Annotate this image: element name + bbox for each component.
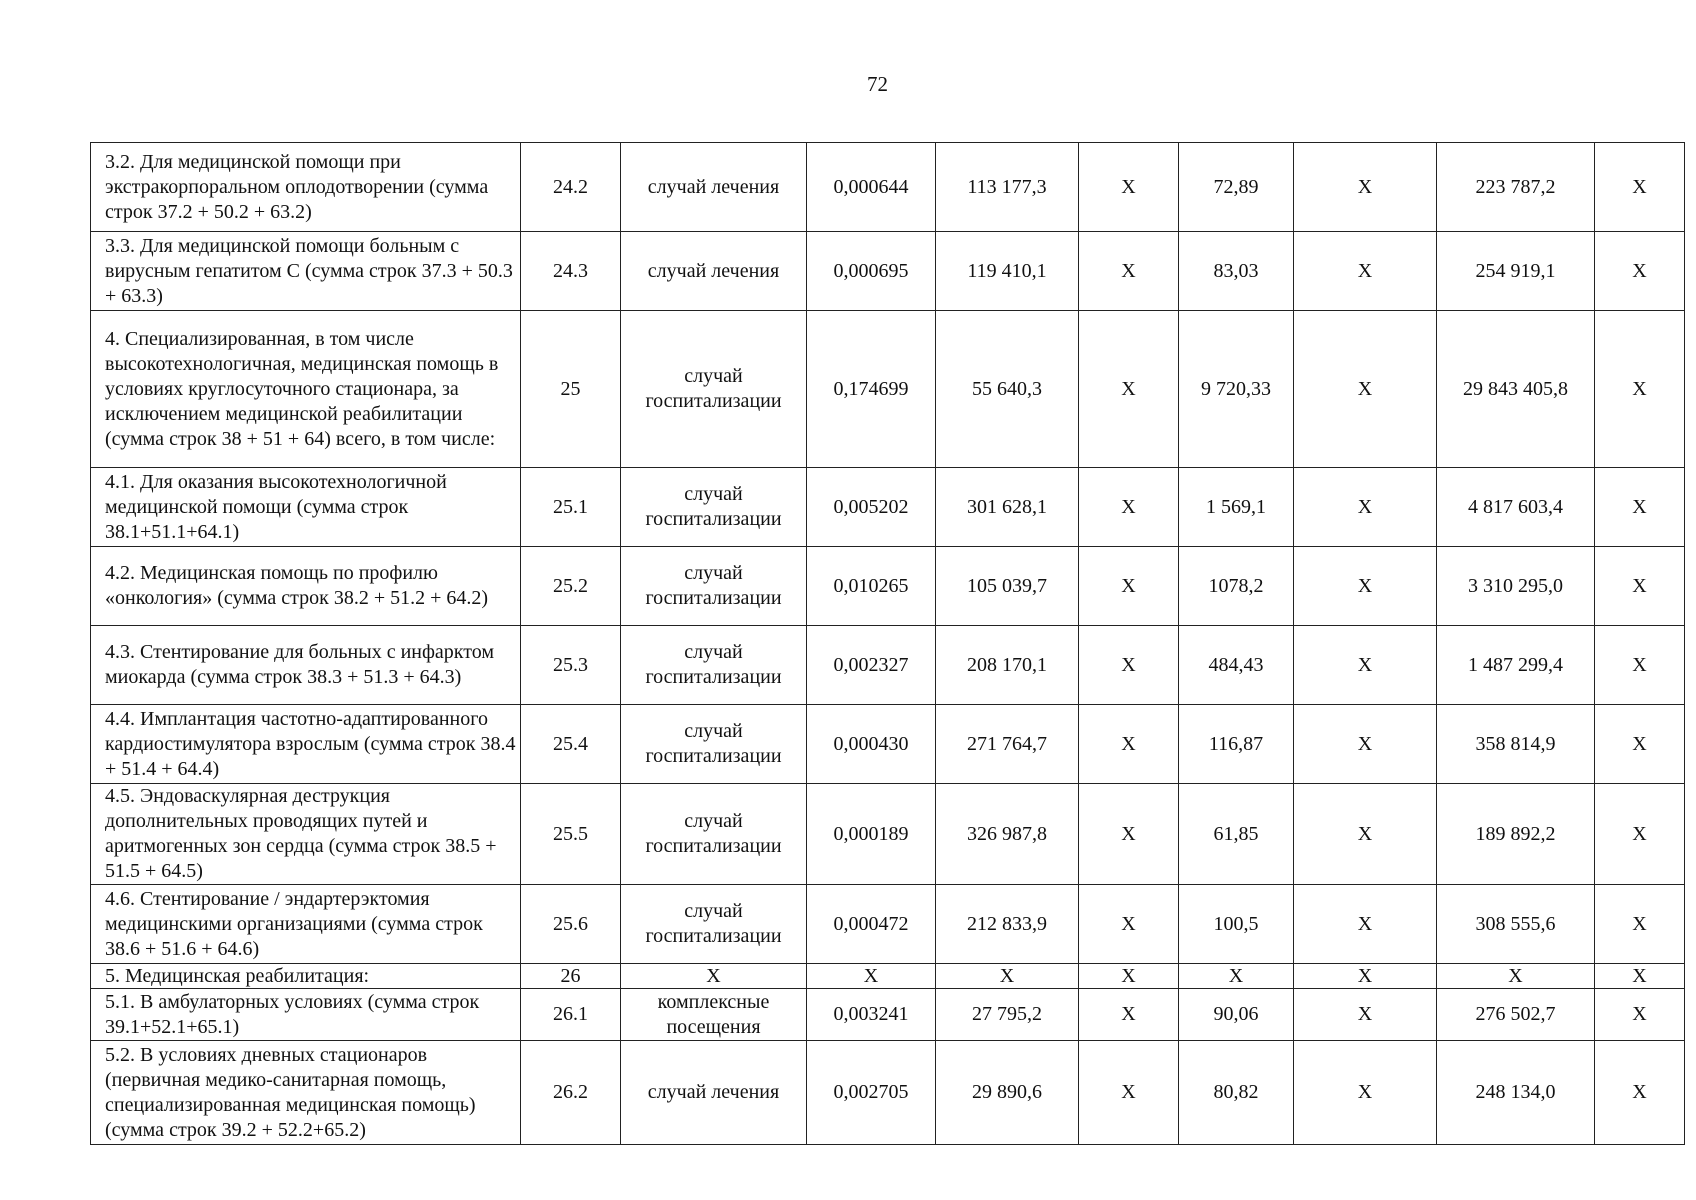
x-cell: Х xyxy=(1595,232,1685,311)
total-cell: 1 487 299,4 xyxy=(1437,626,1595,705)
amount-cell: Х xyxy=(1179,964,1294,989)
x-cell: Х xyxy=(1595,547,1685,626)
unit-cell: случай лечения xyxy=(621,232,807,311)
x-cell: Х xyxy=(1294,311,1437,468)
name-cell: 4.4. Имплантация частотно-адаптированного кардиостимулятора взрослым (сумма строк 38.4 + 51.4 + 64.4) xyxy=(91,705,521,784)
x-cell: Х xyxy=(1294,547,1437,626)
x-cell: Х xyxy=(1294,143,1437,232)
unit-cell: случай госпитализации xyxy=(621,626,807,705)
volume-cell: 0,010265 xyxy=(807,547,936,626)
table-row xyxy=(91,784,1685,885)
volume-cell: 0,002327 xyxy=(807,626,936,705)
name-cell: 5.2. В условиях дневных стационаров (первичная медико-санитарная помощь, специализированная медицинская помощь) (сумма строк 39.2 + 52.2+65.2) xyxy=(91,1041,521,1145)
row-number-cell: 25.4 xyxy=(521,705,621,784)
x-cell: Х xyxy=(1294,705,1437,784)
cost-cell: 301 628,1 xyxy=(936,468,1079,547)
x-cell: Х xyxy=(1294,468,1437,547)
x-cell: Х xyxy=(1595,626,1685,705)
x-cell: Х xyxy=(1079,143,1179,232)
x-cell: Х xyxy=(1079,1041,1179,1145)
x-cell: Х xyxy=(1079,705,1179,784)
amount-cell: 100,5 xyxy=(1179,885,1294,964)
amount-cell: 83,03 xyxy=(1179,232,1294,311)
total-cell: Х xyxy=(1437,964,1595,989)
x-cell: Х xyxy=(1294,964,1437,989)
unit-cell: случай госпитализации xyxy=(621,547,807,626)
table-row xyxy=(91,143,1685,232)
cost-cell: 27 795,2 xyxy=(936,989,1079,1041)
row-number-cell: 26.1 xyxy=(521,989,621,1041)
x-cell: Х xyxy=(1595,143,1685,232)
x-cell: Х xyxy=(1294,885,1437,964)
unit-cell: случай лечения xyxy=(621,1041,807,1145)
volume-cell: 0,000472 xyxy=(807,885,936,964)
unit-cell: случай госпитализации xyxy=(621,468,807,547)
table-row xyxy=(91,964,1685,989)
x-cell: Х xyxy=(1595,885,1685,964)
amount-cell: 1 569,1 xyxy=(1179,468,1294,547)
amount-cell: 484,43 xyxy=(1179,626,1294,705)
table-row xyxy=(91,232,1685,311)
row-number-cell: 25.1 xyxy=(521,468,621,547)
page-number: 72 xyxy=(867,72,888,96)
total-cell: 189 892,2 xyxy=(1437,784,1595,885)
name-cell: 4.2. Медицинская помощь по профилю «онкология» (сумма строк 38.2 + 51.2 + 64.2) xyxy=(91,547,521,626)
row-number-cell: 26 xyxy=(521,964,621,989)
x-cell: Х xyxy=(1595,784,1685,885)
x-cell: Х xyxy=(1595,705,1685,784)
table-row xyxy=(91,1041,1685,1145)
amount-cell: 90,06 xyxy=(1179,989,1294,1041)
unit-cell: случай лечения xyxy=(621,143,807,232)
x-cell: Х xyxy=(1595,989,1685,1041)
unit-cell: случай госпитализации xyxy=(621,784,807,885)
name-cell: 4.1. Для оказания высокотехнологичной медицинской помощи (сумма строк 38.1+51.1+64.1) xyxy=(91,468,521,547)
table-row xyxy=(91,311,1685,468)
table-row xyxy=(91,989,1685,1041)
volume-cell: 0,174699 xyxy=(807,311,936,468)
x-cell: Х xyxy=(1595,964,1685,989)
cost-cell: 119 410,1 xyxy=(936,232,1079,311)
amount-cell: 1078,2 xyxy=(1179,547,1294,626)
x-cell: Х xyxy=(1079,232,1179,311)
unit-cell: случай госпитализации xyxy=(621,311,807,468)
row-number-cell: 24.2 xyxy=(521,143,621,232)
x-cell: Х xyxy=(1294,232,1437,311)
total-cell: 254 919,1 xyxy=(1437,232,1595,311)
amount-cell: 116,87 xyxy=(1179,705,1294,784)
volume-cell: 0,000430 xyxy=(807,705,936,784)
x-cell: Х xyxy=(1595,1041,1685,1145)
name-cell: 5.1. В амбулаторных условиях (сумма строк 39.1+52.1+65.1) xyxy=(91,989,521,1041)
name-cell: 4.3. Стентирование для больных с инфарктом миокарда (сумма строк 38.3 + 51.3 + 64.3) xyxy=(91,626,521,705)
financing-table xyxy=(90,142,1685,1145)
x-cell: Х xyxy=(1079,311,1179,468)
unit-cell: Х xyxy=(621,964,807,989)
x-cell: Х xyxy=(1079,468,1179,547)
x-cell: Х xyxy=(1294,626,1437,705)
name-cell: 3.2. Для медицинской помощи при экстракорпоральном оплодотворении (сумма строк 37.2 + 50.2 + 63.2) xyxy=(91,143,521,232)
row-number-cell: 24.3 xyxy=(521,232,621,311)
name-cell: 3.3. Для медицинской помощи больным с вирусным гепатитом С (сумма строк 37.3 + 50.3 + 63.3) xyxy=(91,232,521,311)
x-cell: Х xyxy=(1079,964,1179,989)
unit-cell: случай госпитализации xyxy=(621,885,807,964)
cost-cell: 208 170,1 xyxy=(936,626,1079,705)
volume-cell: 0,000695 xyxy=(807,232,936,311)
amount-cell: 61,85 xyxy=(1179,784,1294,885)
table-row xyxy=(91,468,1685,547)
x-cell: Х xyxy=(1079,885,1179,964)
name-cell: 4.5. Эндоваскулярная деструкция дополнительных проводящих путей и аритмогенных зон сердца (сумма строк 38.5 + 51.5 + 64.5) xyxy=(91,784,521,885)
volume-cell: 0,005202 xyxy=(807,468,936,547)
volume-cell: 0,003241 xyxy=(807,989,936,1041)
x-cell: Х xyxy=(1079,626,1179,705)
cost-cell: 113 177,3 xyxy=(936,143,1079,232)
volume-cell: 0,002705 xyxy=(807,1041,936,1145)
cost-cell: 105 039,7 xyxy=(936,547,1079,626)
x-cell: Х xyxy=(1294,1041,1437,1145)
x-cell: Х xyxy=(1079,547,1179,626)
row-number-cell: 26.2 xyxy=(521,1041,621,1145)
x-cell: Х xyxy=(1079,784,1179,885)
x-cell: Х xyxy=(1595,311,1685,468)
row-number-cell: 25 xyxy=(521,311,621,468)
cost-cell: 29 890,6 xyxy=(936,1041,1079,1145)
name-cell: 5. Медицинская реабилитация: xyxy=(91,964,521,989)
table-row xyxy=(91,547,1685,626)
total-cell: 308 555,6 xyxy=(1437,885,1595,964)
x-cell: Х xyxy=(1294,784,1437,885)
name-cell: 4. Специализированная, в том числе высокотехнологичная, медицинская помощь в условиях круглосуточного стационара, за исключением медицинской реабилитации (сумма строк 38 + 51 + 64) всего, в том числе: xyxy=(91,311,521,468)
x-cell: Х xyxy=(1595,468,1685,547)
cost-cell: 271 764,7 xyxy=(936,705,1079,784)
total-cell: 3 310 295,0 xyxy=(1437,547,1595,626)
cost-cell: 326 987,8 xyxy=(936,784,1079,885)
row-number-cell: 25.2 xyxy=(521,547,621,626)
total-cell: 4 817 603,4 xyxy=(1437,468,1595,547)
amount-cell: 72,89 xyxy=(1179,143,1294,232)
table-row xyxy=(91,885,1685,964)
total-cell: 248 134,0 xyxy=(1437,1041,1595,1145)
volume-cell: 0,000189 xyxy=(807,784,936,885)
row-number-cell: 25.3 xyxy=(521,626,621,705)
cost-cell: Х xyxy=(936,964,1079,989)
amount-cell: 80,82 xyxy=(1179,1041,1294,1145)
total-cell: 276 502,7 xyxy=(1437,989,1595,1041)
total-cell: 223 787,2 xyxy=(1437,143,1595,232)
row-number-cell: 25.5 xyxy=(521,784,621,885)
cost-cell: 212 833,9 xyxy=(936,885,1079,964)
table-row xyxy=(91,705,1685,784)
total-cell: 358 814,9 xyxy=(1437,705,1595,784)
row-number-cell: 25.6 xyxy=(521,885,621,964)
volume-cell: Х xyxy=(807,964,936,989)
x-cell: Х xyxy=(1079,989,1179,1041)
volume-cell: 0,000644 xyxy=(807,143,936,232)
unit-cell: случай госпитализации xyxy=(621,705,807,784)
unit-cell: комплексные посещения xyxy=(621,989,807,1041)
table-row xyxy=(91,626,1685,705)
name-cell: 4.6. Стентирование / эндартерэктомия медицинскими организациями (сумма строк 38.6 + 51.6 + 64.6) xyxy=(91,885,521,964)
amount-cell: 9 720,33 xyxy=(1179,311,1294,468)
cost-cell: 55 640,3 xyxy=(936,311,1079,468)
x-cell: Х xyxy=(1294,989,1437,1041)
total-cell: 29 843 405,8 xyxy=(1437,311,1595,468)
